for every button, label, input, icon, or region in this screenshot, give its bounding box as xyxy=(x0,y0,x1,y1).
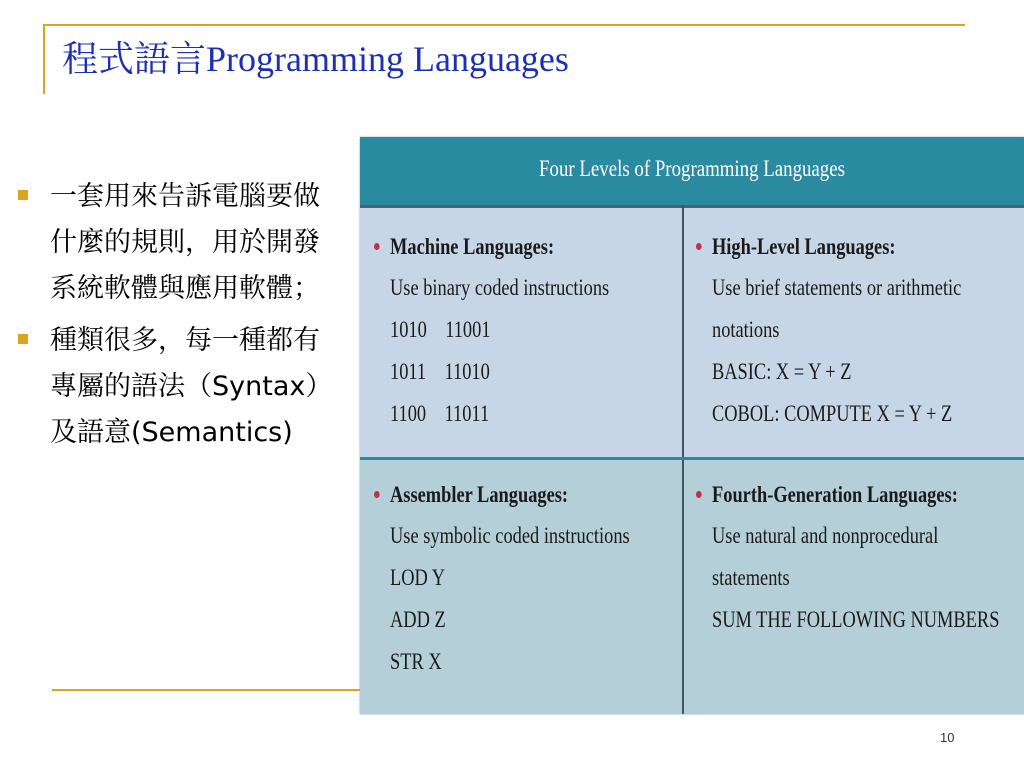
cell-line: Use natural and nonprocedural statements xyxy=(712,523,939,590)
cell-heading-text: Assembler Languages: xyxy=(390,482,569,507)
cell-line: notations xyxy=(712,317,780,342)
high-level-languages-cell xyxy=(696,233,1016,435)
cell-line: LOD Y xyxy=(390,565,446,590)
slide-title: 程式語言Programming Languages xyxy=(62,39,569,79)
bullet-item xyxy=(18,174,338,312)
bullet-dot-icon xyxy=(696,243,702,250)
machine-languages-cell xyxy=(374,233,678,435)
cell-line: BASIC: X = Y + Z xyxy=(712,359,852,384)
bullet-dot-icon xyxy=(696,491,702,498)
cell-line: Use binary coded instructions xyxy=(390,275,610,300)
bullet-list xyxy=(18,174,338,462)
cell-line: STR X xyxy=(390,649,442,674)
cell-heading xyxy=(374,233,678,261)
left-accent-line xyxy=(43,24,45,94)
bullet-text: 一套用來告訴電腦要做什麼的規則，用於開發系統軟體與應用軟體； xyxy=(50,181,320,304)
page-number: 10 xyxy=(940,730,955,745)
cell-line: Use brief statements or arithmetic xyxy=(712,275,962,300)
cell-line: 1100 11011 xyxy=(390,401,490,426)
cell-heading xyxy=(374,481,678,509)
row-divider xyxy=(360,457,1024,460)
cell-line: SUM THE FOLLOWING NUMBERS xyxy=(712,607,1000,632)
cell-heading xyxy=(696,233,1016,261)
bullet-text: 種類很多，每一種都有專屬的語法（Syntax）及語意(Semantics) xyxy=(50,325,333,448)
cell-line: 1010 11001 xyxy=(390,317,491,342)
cell-line: 1011 11010 xyxy=(390,359,490,384)
bullet-dot-icon xyxy=(374,243,380,250)
table-title: Four Levels of Programming Languages xyxy=(539,156,845,181)
cell-heading-text: Fourth-Generation Languages: xyxy=(712,482,958,507)
table-header xyxy=(360,137,1024,208)
bottom-accent-line xyxy=(52,689,362,691)
fourth-generation-languages-cell xyxy=(696,481,1016,641)
cell-heading-text: High-Level Languages: xyxy=(712,234,896,259)
cell-heading-text: Machine Languages: xyxy=(390,234,555,259)
cell-line: COBOL: COMPUTE X = Y + Z xyxy=(712,401,953,426)
bullet-dot-icon xyxy=(374,491,380,498)
cell-line: Use symbolic coded instructions xyxy=(390,523,630,548)
square-bullet-icon xyxy=(18,190,28,200)
square-bullet-icon xyxy=(18,334,28,344)
bullet-item xyxy=(18,318,338,456)
cell-line: ADD Z xyxy=(390,607,446,632)
top-accent-line xyxy=(43,24,965,26)
assembler-languages-cell xyxy=(374,481,678,683)
cell-heading xyxy=(696,481,1016,509)
language-levels-table xyxy=(360,137,1024,714)
